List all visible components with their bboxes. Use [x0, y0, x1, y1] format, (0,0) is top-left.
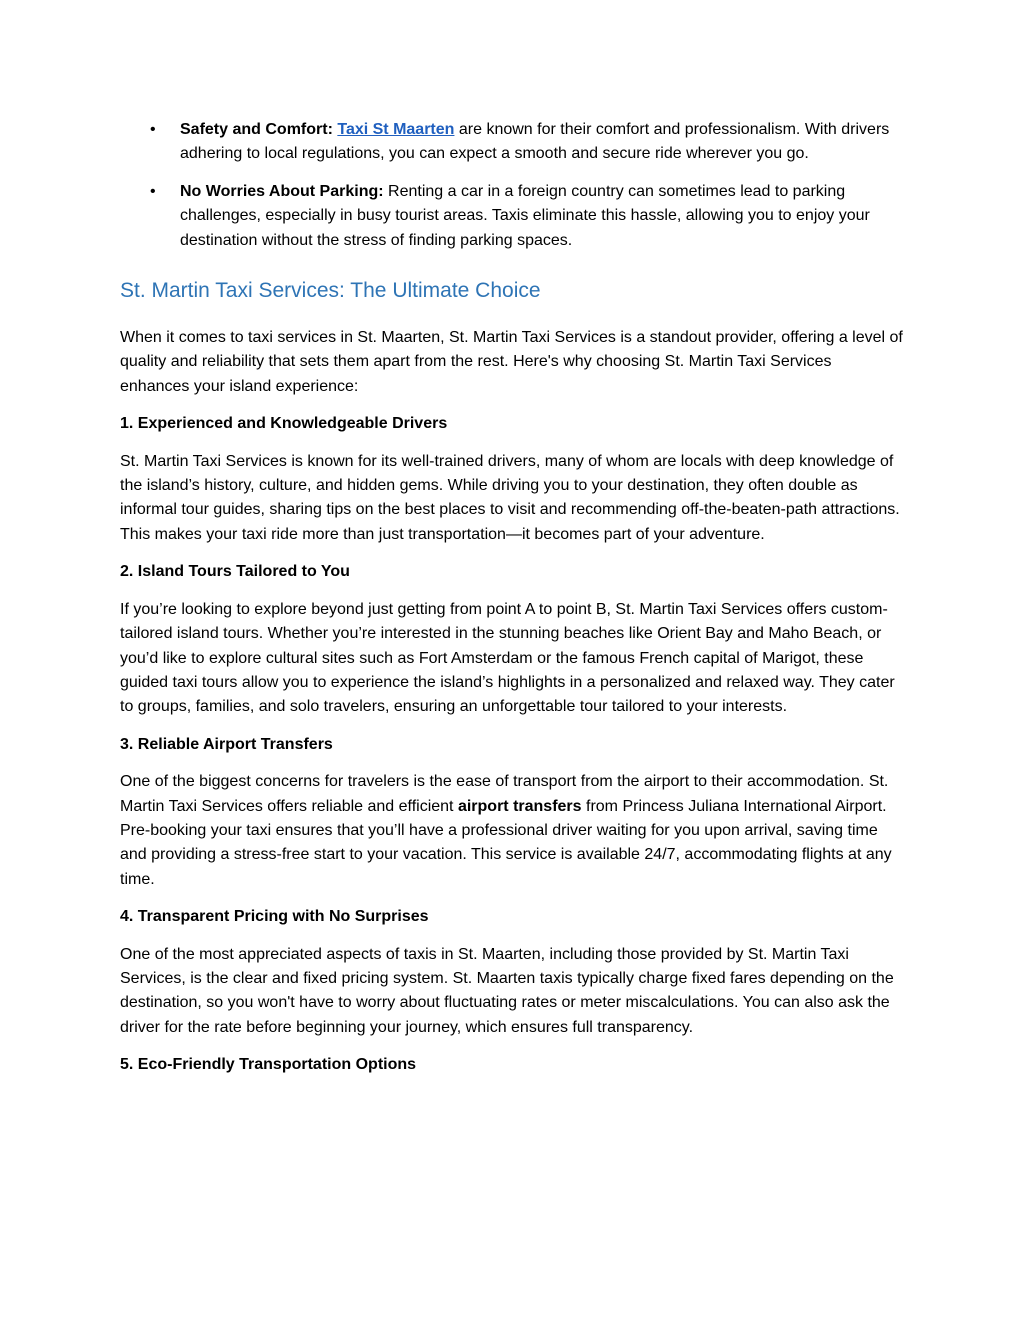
list-item: [120, 180, 905, 253]
bullet-icon: •: [150, 182, 156, 200]
item-text: If you’re looking to explore beyond just getting from point A to point B, St. Martin Taxi Services offers custom-tailored island tours. Whether you’re interested in the stunning beaches like Orient Bay and Maho Beach, or you’d like to explore cultural sites such as Fort Amsterdam or the famous French capital of Marigot, these guided taxi tours allow you to experience the island’s highlights in a personalized and relaxed way. They cater to groups, families, and solo travelers, ensuring an unforgettable tour tailored to your interests.: [120, 600, 895, 716]
item-heading: 4. Transparent Pricing with No Surprises: [120, 908, 429, 926]
section-intro: When it comes to taxi services in St. Maarten, St. Martin Taxi Services is a standout provider, offering a level of quality and reliability that sets them apart from the rest. Here's why choosing St. Martin Taxi Services enhances your island experience:: [120, 329, 903, 395]
item-heading: 5. Eco-Friendly Transportation Options: [120, 1056, 417, 1074]
bullet-label: Safety and Comfort:: [180, 121, 333, 138]
document-page: [120, 118, 905, 1091]
bullet-icon: •: [150, 121, 156, 138]
airport-transfers-bold: airport transfers: [457, 797, 582, 815]
item-text-before: One of the biggest concerns for travelers is the ease of transport from the airport to their accommodation. St. Martin Taxi Services offers reliable and efficient: [120, 773, 889, 815]
item-text: [120, 770, 905, 892]
item-heading: 2. Island Tours Tailored to You: [120, 563, 350, 581]
taxi-st-maarten-link[interactable]: Taxi St Maarten: [337, 121, 455, 138]
section-heading: St. Martin Taxi Services: The Ultimate Choice: [120, 279, 541, 303]
item-text: St. Martin Taxi Services is known for its well-trained drivers, many of whom are locals with deep knowledge of the island’s history, culture, and hidden gems. While driving you to your destination, they often double as informal tour guides, sharing tips on the best places to visit and recommending off-the-beaten-path attractions. This makes your taxi ride more than just transportation—it becomes part of your adventure.: [120, 452, 900, 543]
bullet-text: Renting a car in a foreign country can sometimes lead to parking challenges, especially in busy tourist areas. Taxis eliminate this hassle, allowing you to enjoy your destination without the stress of finding parking spaces.: [180, 182, 870, 249]
item-heading: 3. Reliable Airport Transfers: [120, 735, 333, 753]
item-heading: 1. Experienced and Knowledgeable Drivers: [120, 415, 448, 433]
item-text: One of the most appreciated aspects of taxis in St. Maarten, including those provided by St. Martin Taxi Services, is the clear and fixed pricing system. St. Maarten taxis typically charge fixed fares depending on the destination, so you won't have to worry about fluctuating rates or meter miscalculations. You can also ask the driver for the rate before beginning your journey, which ensures full transparency.: [120, 945, 894, 1036]
bullet-label: No Worries About Parking:: [180, 182, 384, 200]
list-item: [120, 118, 905, 167]
bullet-text: are known for their comfort and professionalism. With drivers adhering to local regulations, you can expect a smooth and secure ride wherever you go.: [180, 121, 890, 163]
benefits-list: [120, 118, 905, 253]
item-text-after: from Princess Juliana International Airport. Pre-booking your taxi ensures that you’ll have a professional driver waiting for you upon arrival, saving time and providing a stress-free start to your vacation. This service is available 24/7, accommodating flights at any time.: [120, 797, 892, 888]
